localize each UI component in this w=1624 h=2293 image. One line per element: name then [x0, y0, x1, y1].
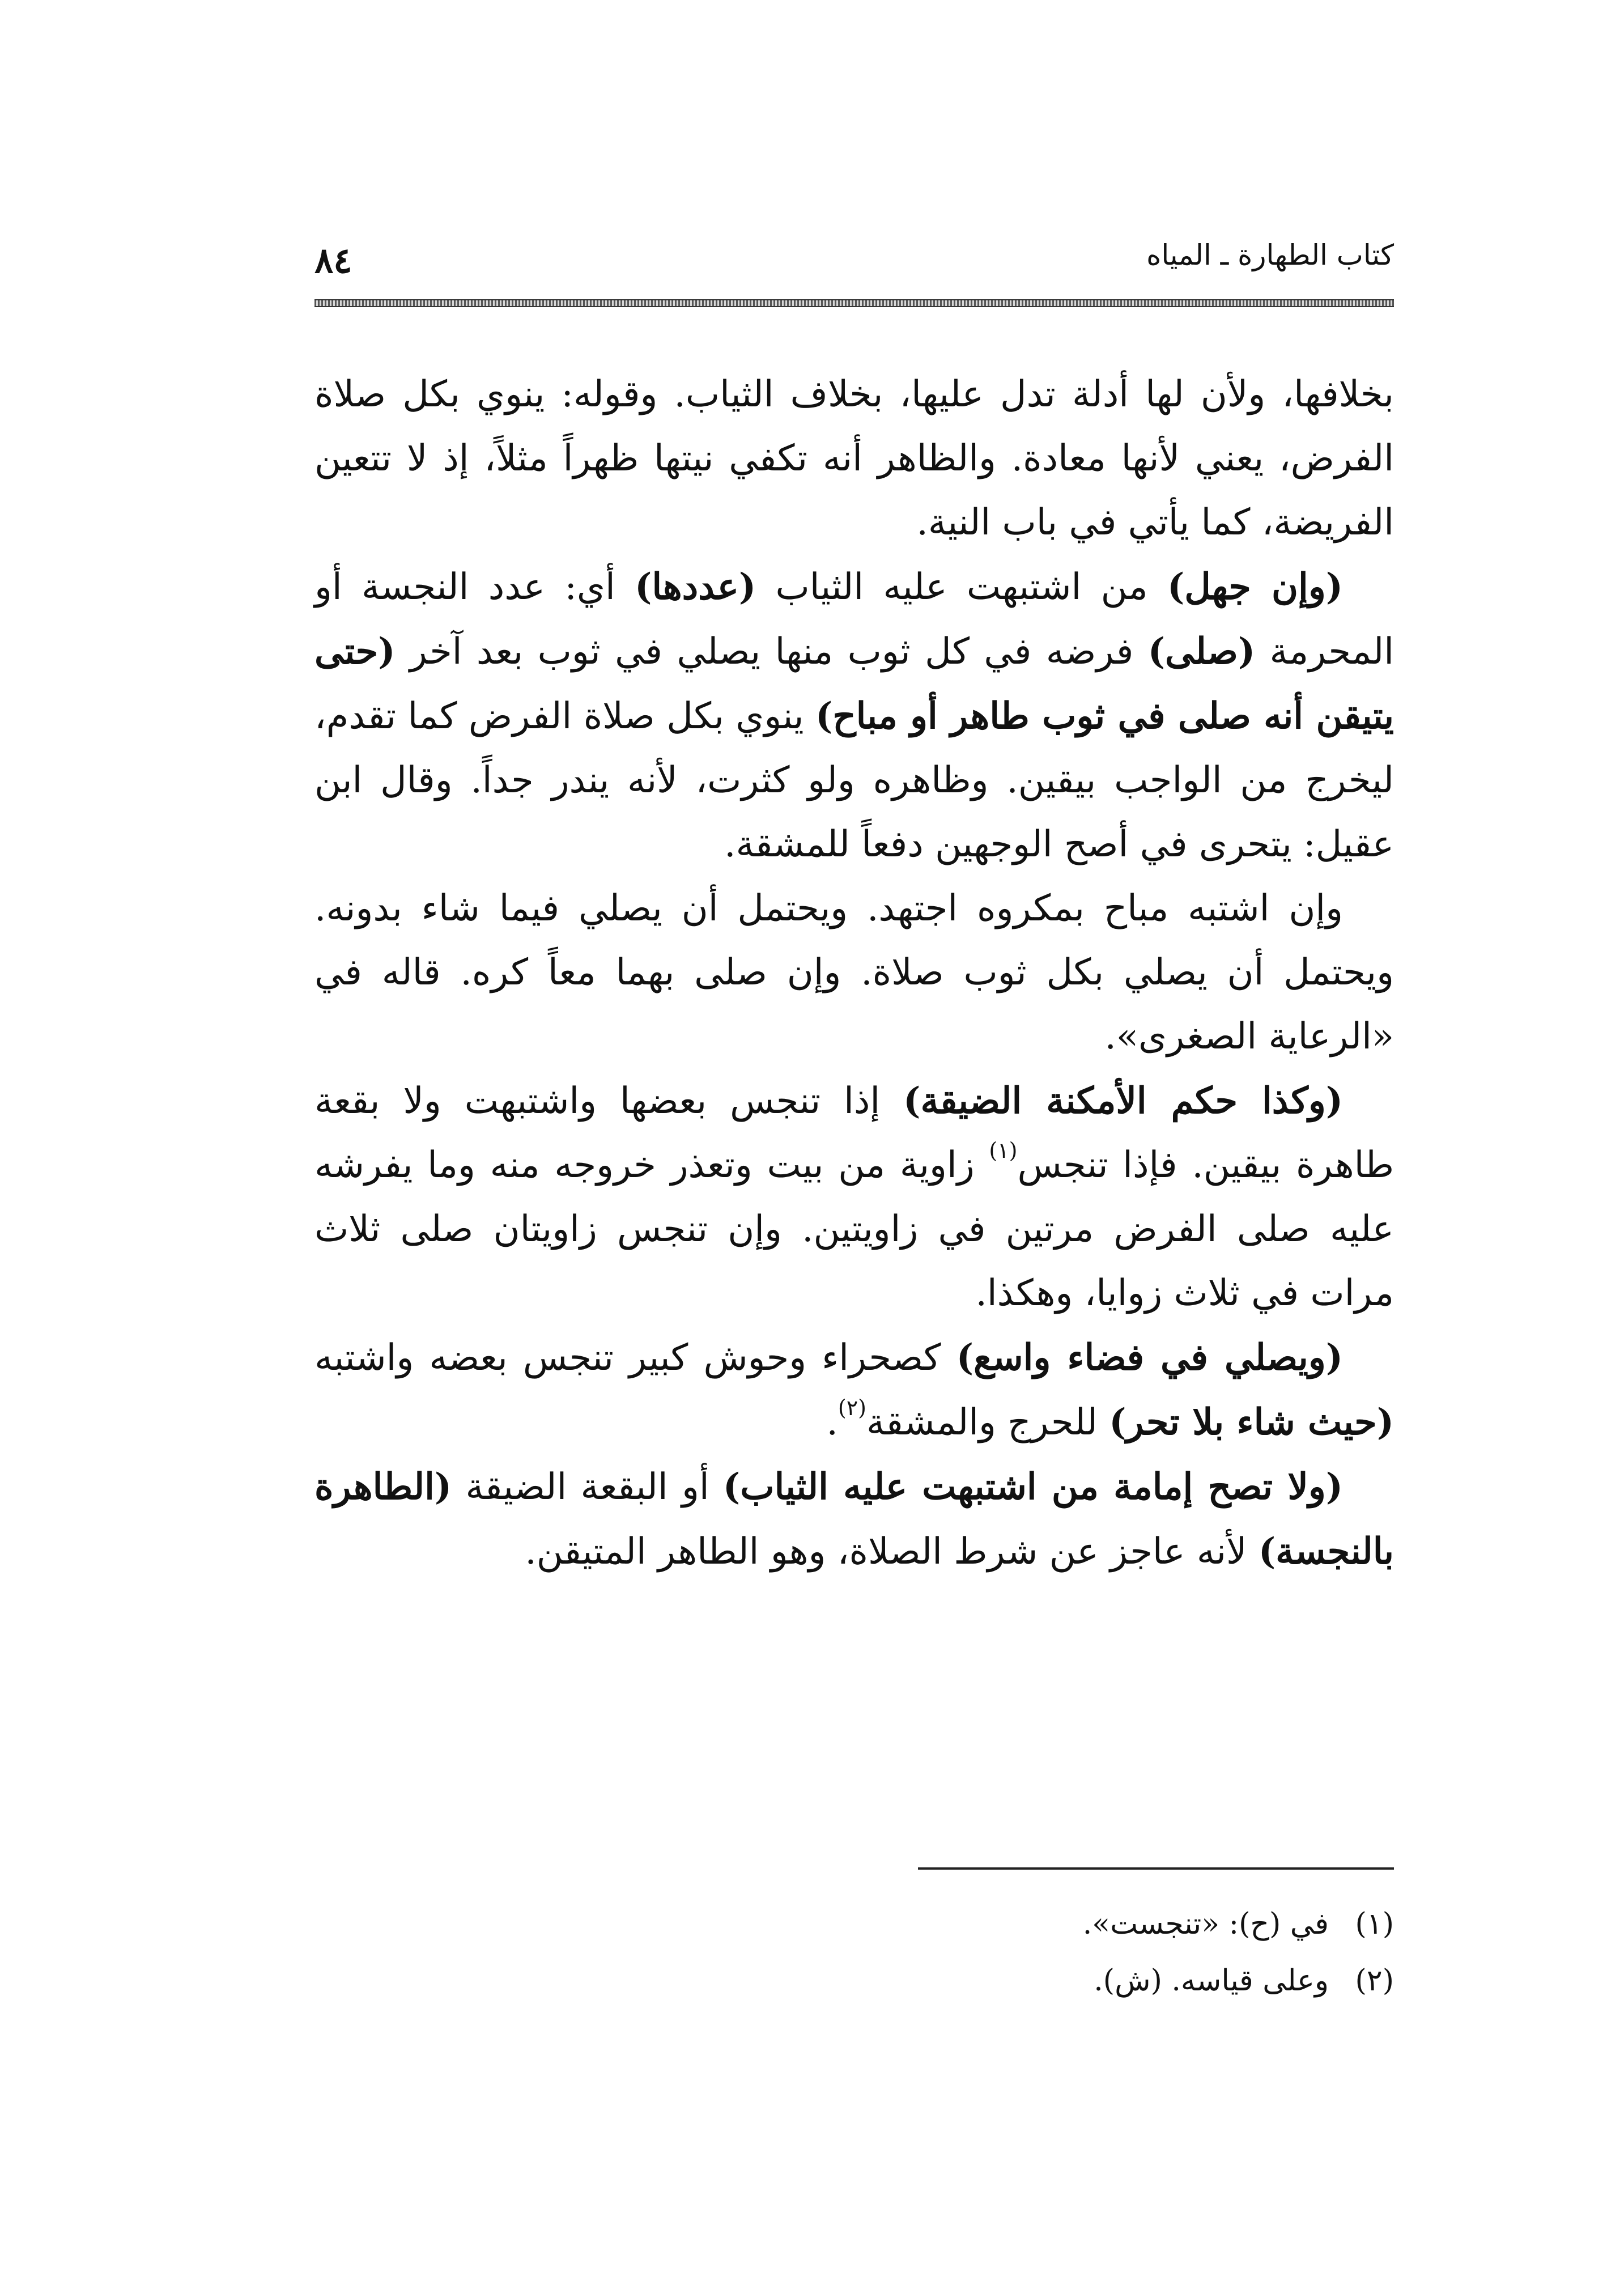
main-text [314, 363, 1394, 1584]
footnote-text: في (ح): «تنجست». [1082, 1907, 1329, 1941]
commentary-text: للحرج والمشقة [866, 1402, 1109, 1443]
footnote-number: (١) [1355, 1907, 1394, 1941]
paragraph-3 [314, 877, 1394, 1069]
header-rule [314, 299, 1394, 307]
commentary-text: إذا تنجس بعضها واشتبهت ولا بقعة طاهرة بيقين. فإذا تنجس [314, 1080, 1395, 1186]
paragraph-6 [314, 1455, 1394, 1584]
commentary-text: كصحراء وحوش كبير تنجس بعضه واشتبه [314, 1337, 956, 1379]
footnote-text: وعلى قياسه. (ش). [1094, 1964, 1329, 1998]
commentary-text: أو البقعة الضيقة [452, 1466, 723, 1508]
bold-matn-text: (عددها) [635, 566, 756, 608]
footnote-2 [314, 1952, 1394, 2009]
footnote-number: (٢) [1355, 1964, 1394, 1998]
bold-matn-text: (ويصلي في فضاء واسع) [956, 1336, 1343, 1379]
footnote-marker: (٢) [837, 1395, 866, 1420]
commentary-text: بخلافها، ولأن لها أدلة تدل عليها، بخلاف الثياب. وقوله: ينوي بكل صلاة الفرض، يعني لأنها معادة. والظاهر أنه تكفي نيتها ظهراً مثلاً، إذ لا تتعين الفريضة، كما يأتي في باب النية. [314, 373, 1394, 543]
bold-matn-text: (وإن جهل) [1167, 566, 1343, 608]
bold-matn-text: (وكذا حكم الأمكنة الضيقة) [903, 1080, 1343, 1122]
paragraph-2 [314, 555, 1394, 877]
page-header [314, 232, 1394, 283]
paragraph-4 [314, 1069, 1394, 1326]
footnotes [314, 1896, 1394, 2009]
bold-matn-text: (ولا تصح إمامة من اشتبهت عليه الثياب) [722, 1466, 1343, 1508]
footnote-rule [918, 1867, 1394, 1870]
bold-matn-text: (الطاهرة بالنجسة) [314, 1466, 1394, 1573]
commentary-text: فرضه في كل ثوب منها يصلي في ثوب بعد آخر [395, 631, 1148, 673]
bold-matn-text: (صلى) [1147, 630, 1256, 673]
footnote-marker: (١) [989, 1137, 1018, 1163]
commentary-text: . [826, 1402, 838, 1443]
commentary-text: من اشتبهت عليه الثياب [756, 566, 1167, 608]
commentary-text: أي: عدد النجسة أو المحرمة [314, 566, 1395, 673]
bold-matn-text: (حتى يتيقن أنه صلى في ثوب طاهر أو مباح) [314, 630, 1395, 737]
commentary-text: ينوي بكل صلاة الفرض كما تقدم، ليخرج من الواجب بيقين. وظاهره ولو كثرت، لأنه يندر جداً. وقال ابن عقيل: يتحرى في أصح الوجهين دفعاً للمشقة. [314, 695, 1394, 865]
footnote-1 [314, 1896, 1394, 1952]
paragraph-1 [314, 363, 1394, 555]
running-title: كتاب الطهارة ـ المياه [1146, 239, 1394, 271]
commentary-text: زاوية من بيت وتعذر خروجه منه وما يفرشه عليه صلى الفرض مرتين في زاويتين. وإن تنجس زاويتان صلى ثلاث مرات في ثلاث زوايا، وهكذا. [314, 1144, 1394, 1314]
page-number: ٨٤ [314, 240, 352, 281]
paragraph-5 [314, 1326, 1394, 1455]
commentary-text: وإن اشتبه مباح بمكروه اجتهد. ويحتمل أن يصلي فيما شاء بدونه. ويحتمل أن يصلي بكل ثوب صلاة. وإن صلى بهما معاً كره. قاله في «الرعاية الصغرى». [314, 888, 1394, 1058]
commentary-text: لأنه عاجز عن شرط الصلاة، وهو الطاهر المتيقن. [525, 1531, 1259, 1573]
bold-matn-text: (حيث شاء بلا تحر) [1109, 1401, 1394, 1443]
